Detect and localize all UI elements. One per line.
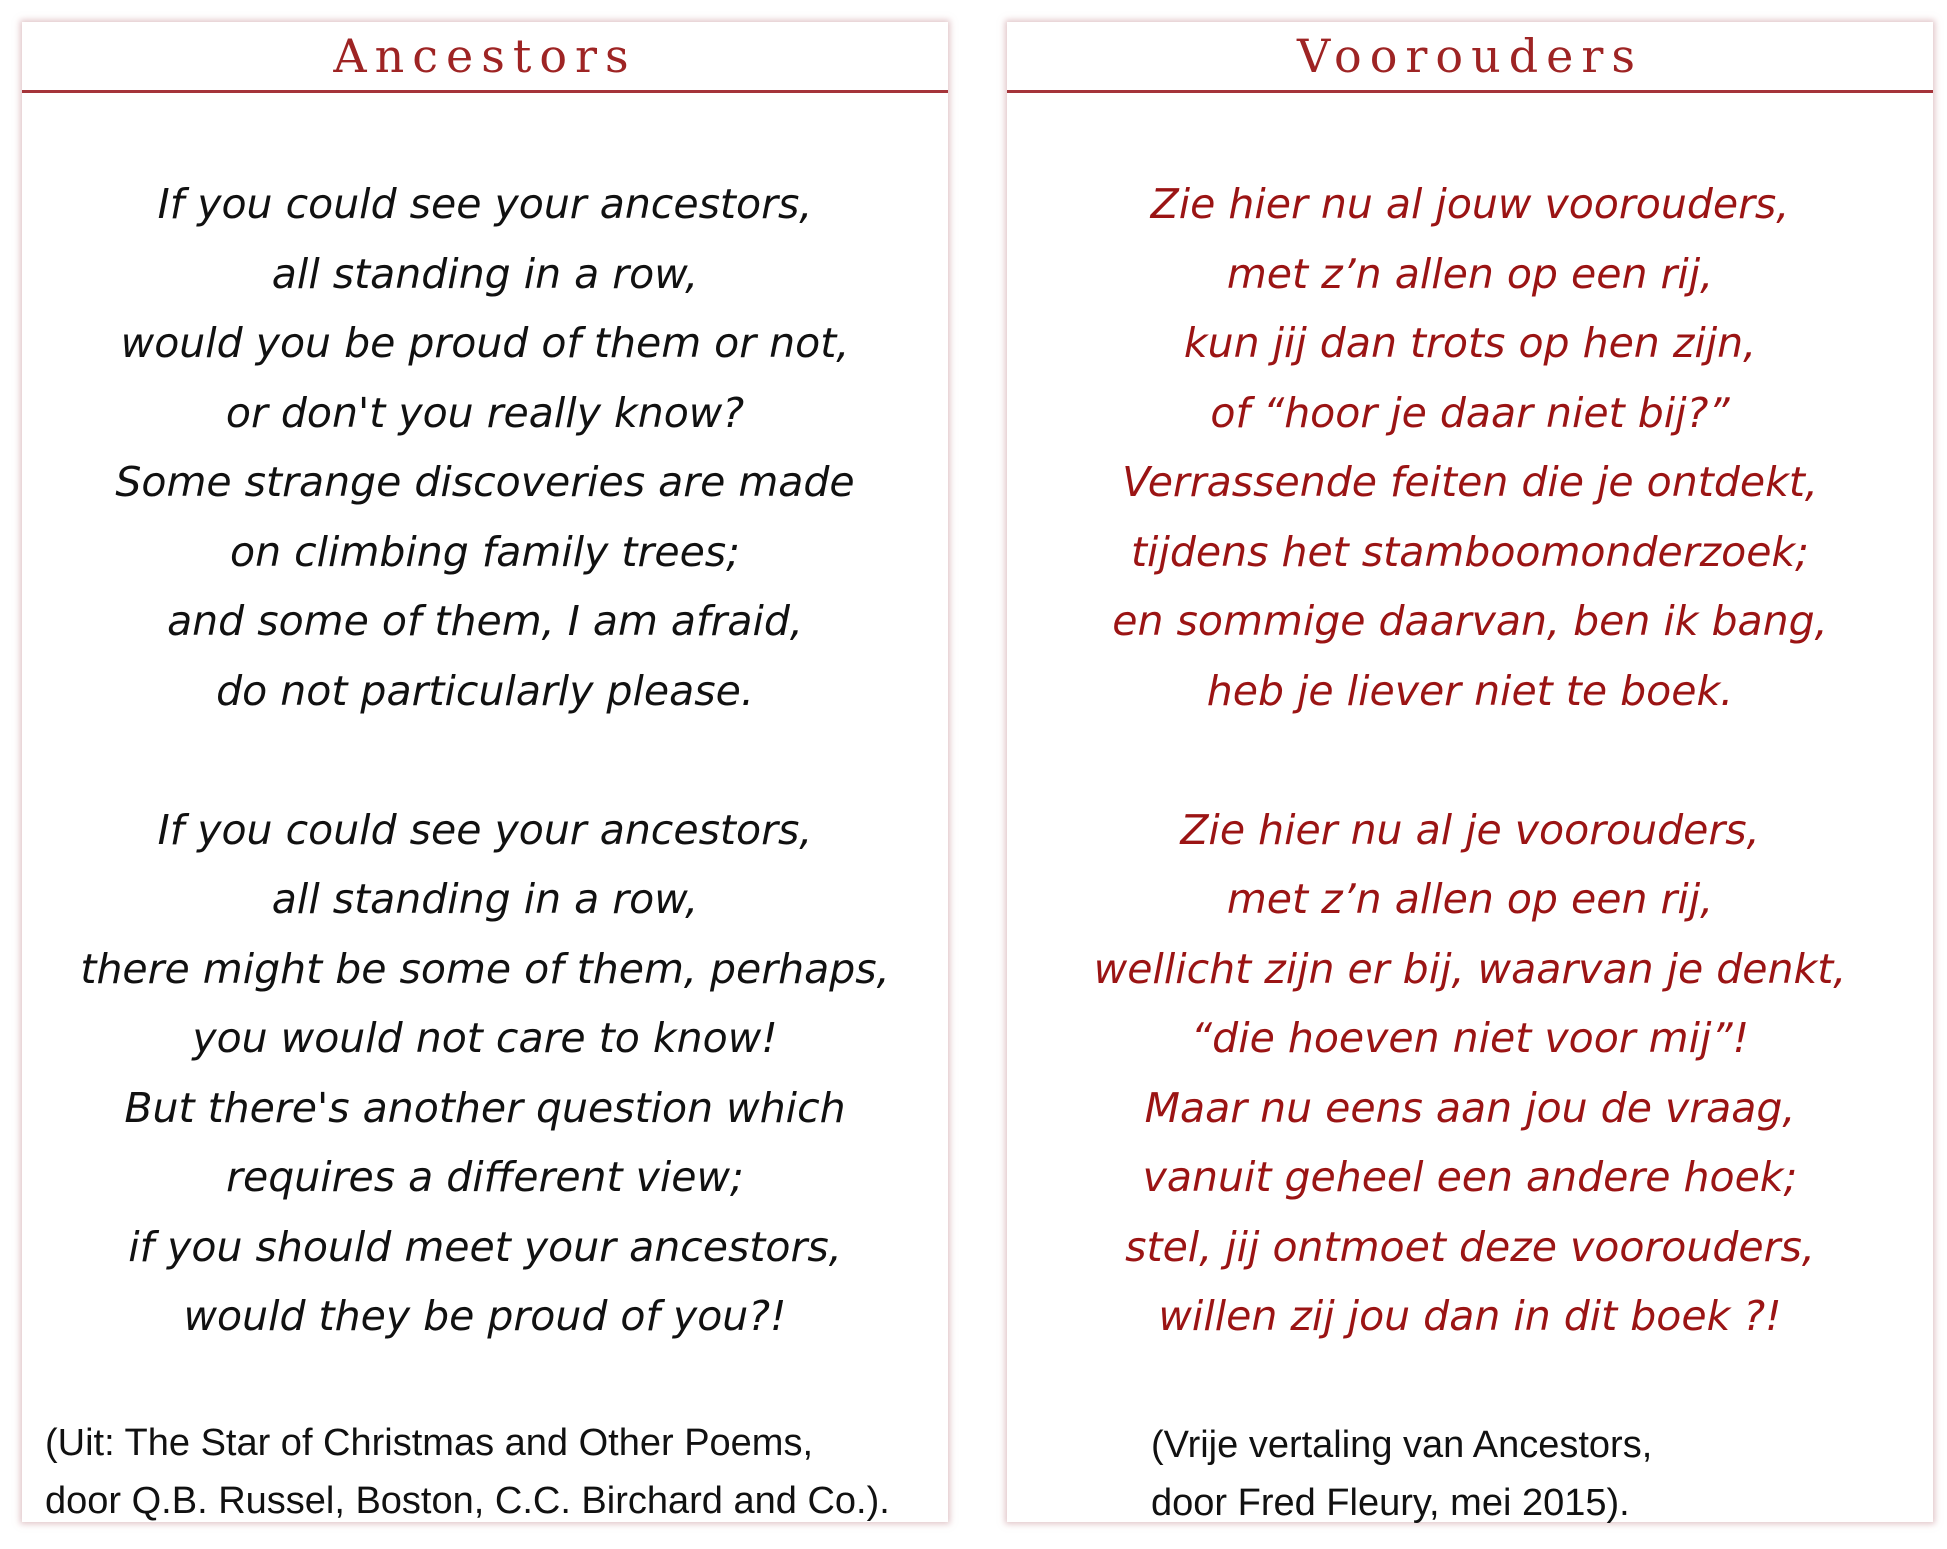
- poem-line: tijdens het stamboomonderzoek;: [1130, 527, 1809, 576]
- ancestors-poem: [22, 170, 948, 1352]
- credit-line: (Vrije vertaling van Ancestors,: [1151, 1424, 1653, 1466]
- voorouders-card: [1007, 22, 1933, 1522]
- poem-line: would they be proud of you?!: [183, 1292, 787, 1340]
- poem-line: met z’n allen op een rij,: [1226, 249, 1714, 298]
- poem-stanza-1: [1007, 170, 1933, 726]
- poem-line: If you could see your ancestors,: [157, 180, 813, 228]
- poem-line: Zie hier nu al je voorouders,: [1180, 805, 1760, 854]
- poem-line: If you could see your ancestors,: [157, 805, 813, 854]
- poem-line: on climbing family trees;: [230, 527, 740, 576]
- ancestors-card: [22, 22, 948, 1522]
- ancestors-title: Ancestors: [22, 22, 948, 93]
- voorouders-poem: [1007, 170, 1933, 1352]
- credit-line: door Q.B. Russel, Boston, C.C. Birchard and Co.).: [45, 1480, 890, 1522]
- poem-line: But there's another question which: [124, 1083, 846, 1132]
- translation-credit: [1151, 1416, 1652, 1532]
- poem-line: met z’n allen op een rij,: [1226, 875, 1714, 923]
- source-credit: [45, 1414, 890, 1530]
- poem-line: en sommige daarvan, ben ik bang,: [1112, 597, 1828, 645]
- poem-line: and some of them, I am afraid,: [167, 597, 803, 645]
- poem-line: Maar nu eens aan jou de vraag,: [1144, 1083, 1796, 1132]
- poem-line: do not particularly please.: [216, 666, 754, 715]
- poem-line: wellicht zijn er bij, waarvan je denkt,: [1093, 944, 1847, 993]
- credit-line: (Uit: The Star of Christmas and Other Poems,: [45, 1422, 814, 1464]
- poem-line: all standing in a row,: [271, 875, 699, 923]
- poem-line: or don't you really know?: [225, 388, 745, 437]
- poem-stanza-1: [22, 170, 948, 726]
- poem-line: all standing in a row,: [271, 249, 699, 298]
- poem-line: there might be some of them, perhaps,: [80, 944, 890, 993]
- poem-line: stel, jij ontmoet deze voorouders,: [1125, 1222, 1815, 1271]
- poem-line: would you be proud of them or not,: [120, 319, 850, 367]
- poem-line: vanuit geheel een andere hoek;: [1142, 1153, 1798, 1201]
- poem-line: heb je liever niet te boek.: [1206, 666, 1734, 715]
- poem-line: kun jij dan trots op hen zijn,: [1183, 319, 1757, 367]
- poem-stanza-2: [22, 796, 948, 1352]
- poem-line: Some strange discoveries are made: [115, 458, 855, 506]
- poem-line: “die hoeven niet voor mij”!: [1190, 1014, 1750, 1062]
- poem-line: Verrassende feiten die je ontdekt,: [1122, 458, 1818, 506]
- poem-line: you would not care to know!: [192, 1014, 778, 1062]
- poem-line: requires a different view;: [226, 1153, 744, 1201]
- credit-line: door Fred Fleury, mei 2015).: [1151, 1482, 1630, 1524]
- poem-line: if you should meet your ancestors,: [128, 1222, 842, 1271]
- poem-line: Zie hier nu al jouw voorouders,: [1150, 180, 1790, 228]
- voorouders-title: Voorouders: [1007, 22, 1933, 93]
- poem-line: of “hoor je daar niet bij?”: [1210, 388, 1730, 437]
- poem-line: willen zij jou dan in dit boek ?!: [1158, 1292, 1782, 1340]
- poem-stanza-2: [1007, 796, 1933, 1352]
